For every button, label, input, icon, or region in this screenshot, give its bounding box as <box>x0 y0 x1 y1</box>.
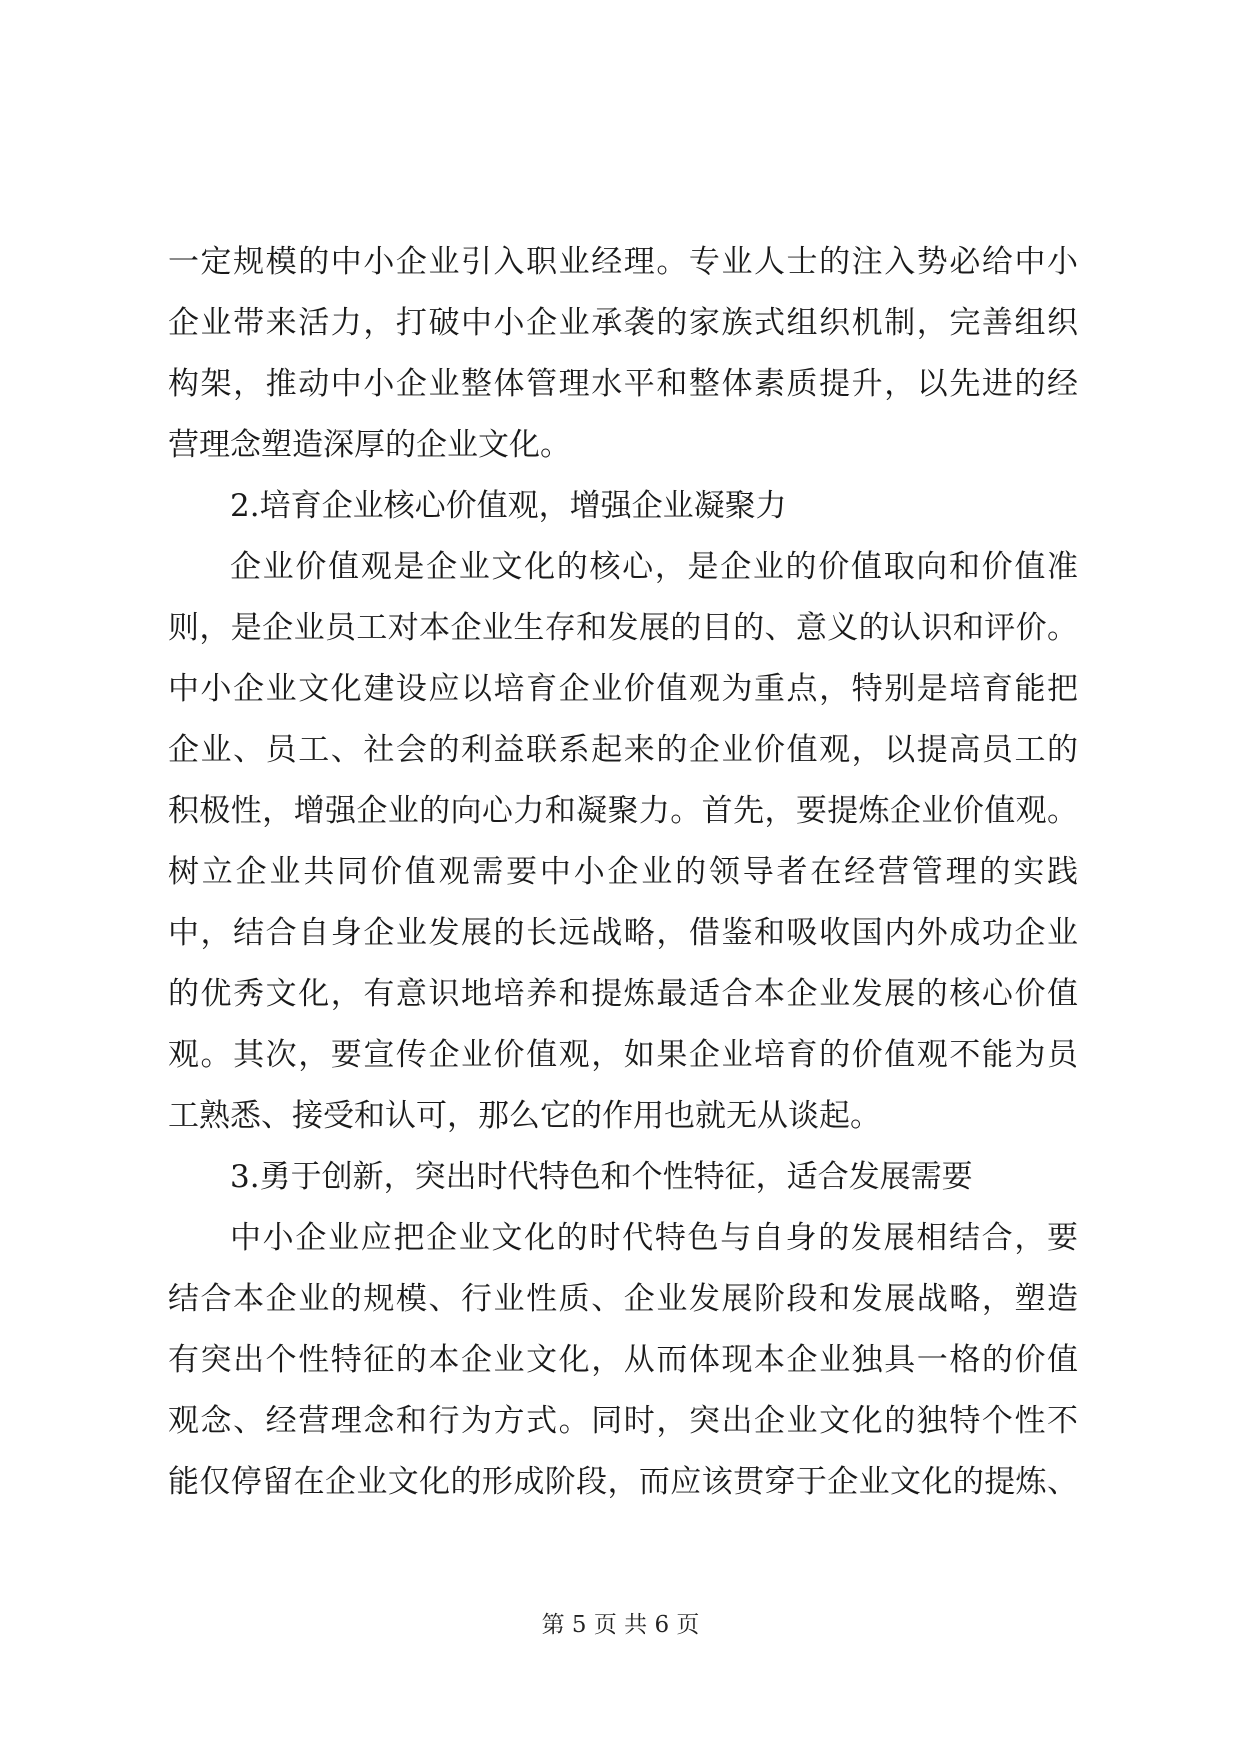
text-line: 工熟悉、接受和认可，那么它的作用也就无从谈起。 <box>168 1098 881 1134</box>
paragraph-first-line: 3.勇于创新，突出时代特色和个性特征，适合发展需要 <box>230 1159 973 1195</box>
text-line: 能仅停留在企业文化的形成阶段，而应该贯穿于企业文化的提炼、 <box>168 1464 1078 1500</box>
text-line: 企业带来活力，打破中小企业承袭的家族式组织机制，完善组织 <box>168 305 1078 341</box>
page-footer: 第 5 页 共 6 页 <box>541 1612 700 1638</box>
text-line: 的优秀文化，有意识地培养和提炼最适合本企业发展的核心价值 <box>168 976 1078 1012</box>
text-line: 中小企业文化建设应以培育企业价值观为重点，特别是培育能把 <box>168 671 1078 707</box>
text-line: 有突出个性特征的本企业文化，从而体现本企业独具一格的价值 <box>168 1342 1078 1378</box>
text-line: 构架，推动中小企业整体管理水平和整体素质提升，以先进的经 <box>168 366 1078 402</box>
body-text <box>168 232 1078 1513</box>
paragraph-first-line: 企业价值观是企业文化的核心，是企业的价值取向和价值准 <box>230 549 1078 585</box>
paragraph-first-line: 中小企业应把企业文化的时代特色与自身的发展相结合，要 <box>230 1220 1078 1256</box>
text-line: 结合本企业的规模、行业性质、企业发展阶段和发展战略，塑造 <box>168 1281 1078 1317</box>
text-line: 观念、经营理念和行为方式。同时，突出企业文化的独特个性不 <box>168 1403 1078 1439</box>
text-line: 树立企业共同价值观需要中小企业的领导者在经营管理的实践 <box>168 854 1078 890</box>
paragraph-first-line: 2.培育企业核心价值观，增强企业凝聚力 <box>230 488 787 524</box>
text-line: 观。其次，要宣传企业价值观，如果企业培育的价值观不能为员 <box>168 1037 1078 1073</box>
text-line: 营理念塑造深厚的企业文化。 <box>168 427 571 463</box>
text-line: 一定规模的中小企业引入职业经理。专业人士的注入势必给中小 <box>168 244 1078 280</box>
text-line: 中，结合自身企业发展的长远战略，借鉴和吸收国内外成功企业 <box>168 915 1078 951</box>
text-line: 则，是企业员工对本企业生存和发展的目的、意义的认识和评价。 <box>168 610 1078 646</box>
text-line: 积极性，增强企业的向心力和凝聚力。首先，要提炼企业价值观。 <box>168 793 1078 829</box>
text-line: 企业、员工、社会的利益联系起来的企业价值观，以提高员工的 <box>168 732 1078 768</box>
